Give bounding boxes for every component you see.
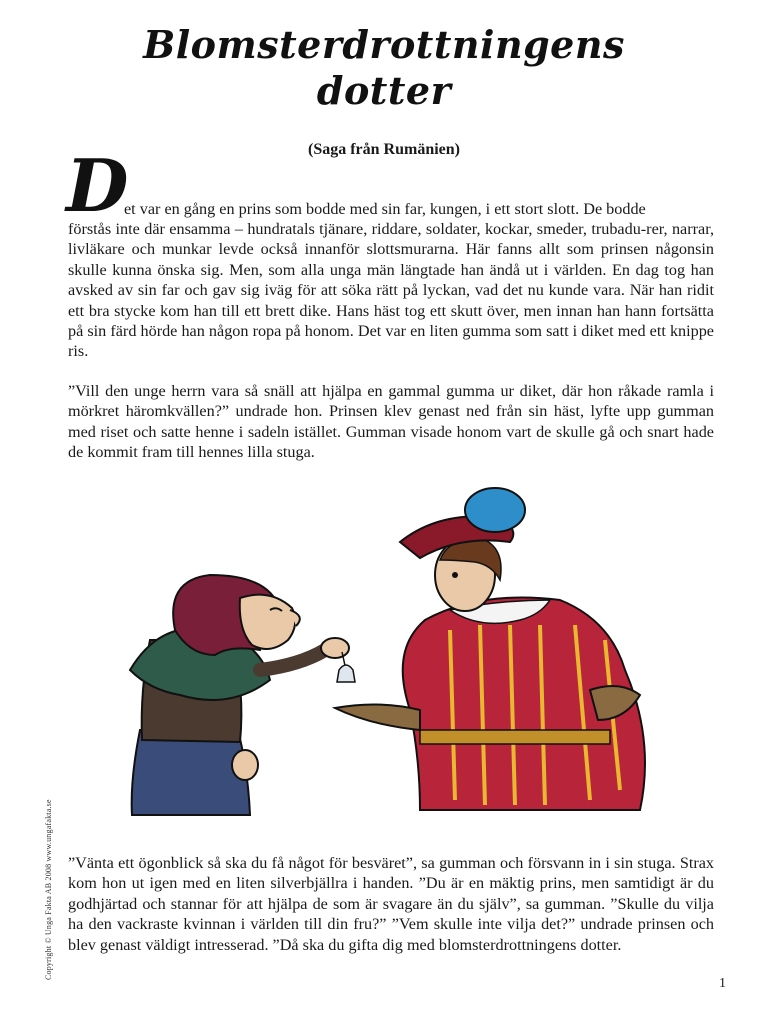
story-title — [0, 22, 768, 114]
paragraph-3: ”Vänta ett ögonblick så ska du få något för besväret”, sa gumman och försvann in i sin stuga. Strax kom hon ut igen med en liten silverbjällra i handen. ”Du är en mäktig prins, men samtidigt är du godhjärtad och stannar för att hjälpa de som är svagare än du själv”, sa gumman. ”Skulle du vilja ha den vackraste kvinnan i världen till din fru?” ”Vem skulle inte vilja det?” undrade prinsen och blev genast väldigt intresserad. ”Då ska du gifta dig med blomsterdrottningens dotter. — [68, 854, 714, 954]
paragraph-1-first-line: et var en gång en prins som bodde med sin far, kungen, i ett stort slott. De bodde — [124, 200, 646, 218]
drop-cap: D — [66, 143, 129, 228]
illustration-old-woman-and-prince — [120, 480, 680, 820]
story-title-line2: dotter — [316, 68, 452, 113]
story-subtitle: (Saga från Rumänien) — [307, 141, 460, 158]
old-woman-figure — [130, 575, 355, 815]
page-number: 1 — [719, 976, 726, 991]
story-title-line1: Blomsterdrottningens — [143, 22, 625, 67]
prince-figure — [335, 488, 645, 810]
paragraph-1: förstås inte där ensamma – hundratals tjänare, riddare, soldater, kockar, smeder, trubadu-rer, narrar, livläkare och munkar levde också innanför slottsmurarna. Här fanns allt som prinsen någonsin skulle kunna önska sig. Men, som alla unga män längtade han ändå ut i världen. En dag tog han avsked av sin far och gav sig iväg för att söka rätt på lyckan, vad det nu kunde vara. När han ridit ett bra stycke kom han till ett brett dike. Hans häst tog ett skutt över, men innan han hann fortsätta på sin färd hörde han någon ropa på honom. Det var en liten gumma som satt i diket med ett knippe ris. — [68, 220, 714, 361]
copyright-notice: Copyright © Unga Fakta AB 2008 www.ungafakta.se — [44, 799, 53, 980]
paragraph-2: ”Vill den unge herrn vara så snäll att hjälpa en gammal gumma ur diket, där hon råkade ramla i mörkret häromkvällen?” undrade hon. Prinsen klev genast ned från sin häst, lyfte upp gumman med riset och satte henne i sadeln istället. Gumman visade honom vart de skulle gå och snart hade de kommit fram till hennes lilla stuga. — [68, 382, 714, 462]
